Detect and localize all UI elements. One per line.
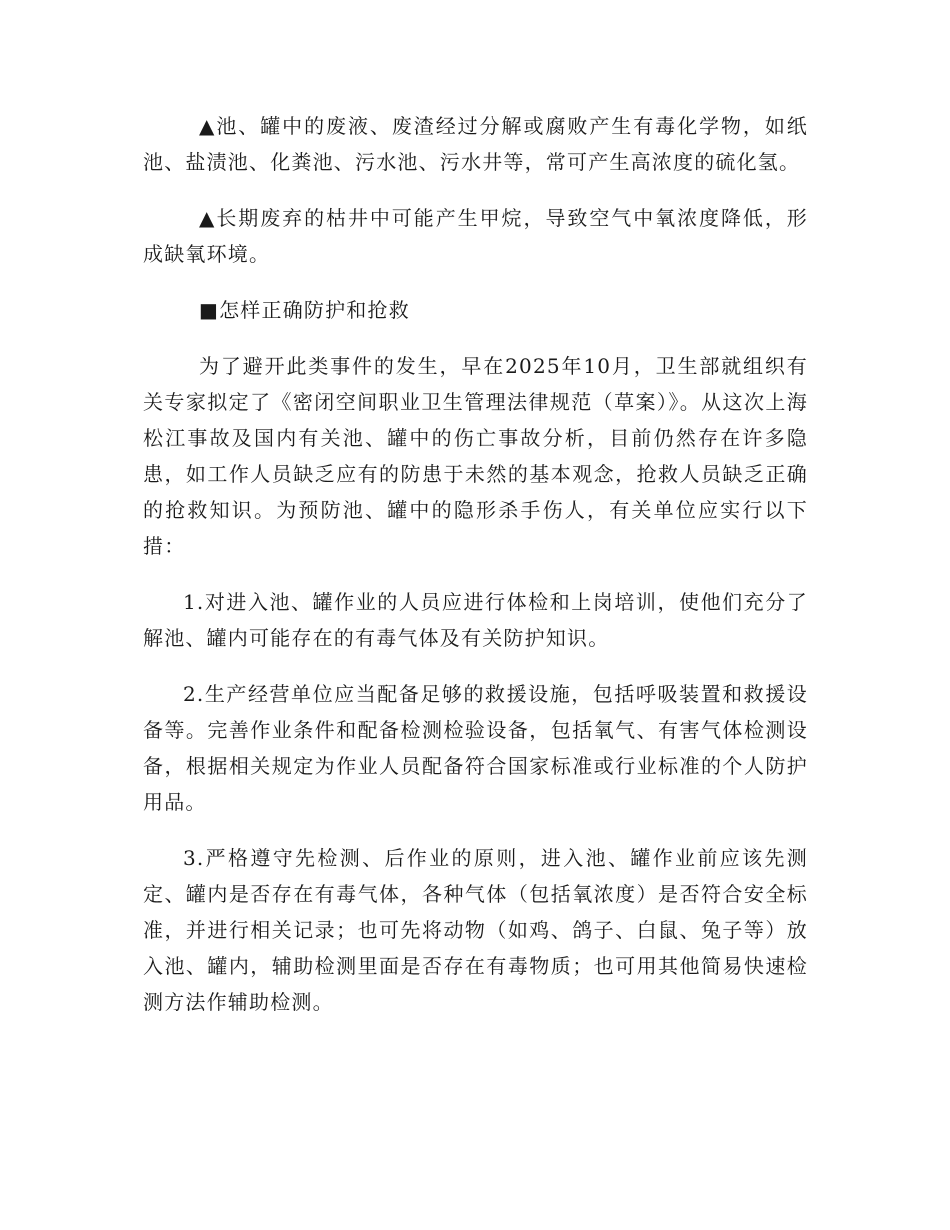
paragraph-prevention-intro: 为了避开此类事件的发生，早在2025年10月，卫生部就组织有关专家拟定了《密闭空间职业卫生管理法律规范（草案）》。从这次上海松江事故及国内有关池、罐中的伤亡事故分析，目前仍然存在许多隐患，如工作人员缺乏应有的防患于未然的基本观念，抢救人员缺乏正确的抢救知识。为预防池、罐中的隐形杀手伤人，有关单位应实行以下措： <box>143 354 808 558</box>
paragraph-waste-decomposition: ▲池、罐中的废液、废渣经过分解或腐败产生有毒化学物，如纸池、盐渍池、化粪池、污水池、污水井等，常可产生高浓度的硫化氢。 <box>143 114 808 174</box>
paragraph-abandoned-well: ▲长期废弃的枯井中可能产生甲烷，导致空气中氧浓度降低，形成缺氧环境。 <box>143 206 808 266</box>
section-heading-protection-rescue: ■怎样正确防护和抢救 <box>199 298 410 322</box>
list-item-detection: 3.严格遵守先检测、后作业的原则，进入池、罐作业前应该先测定、罐内是否存在有毒气体，各种气体（包括氧浓度）是否符合安全标准，并进行相关记录；也可先将动物（如鸡、鸽子、白鼠、兔子等）放入池、罐内，辅助检测里面是否存在有毒物质；也可用其他简易快速检测方法作辅助检测。 <box>143 846 808 1014</box>
list-item-training: 1.对进入池、罐作业的人员应进行体检和上岗培训，使他们充分了解池、罐内可能存在的有毒气体及有关防护知识。 <box>143 590 808 650</box>
document-page <box>143 108 808 1040</box>
list-item-equipment: 2.生产经营单位应当配备足够的救援设施，包括呼吸装置和救援设备等。完善作业条件和配备检测检验设备，包括氧气、有害气体检测设备，根据相关规定为作业人员配备符合国家标准或行业标准的个人防护用品。 <box>143 682 808 814</box>
